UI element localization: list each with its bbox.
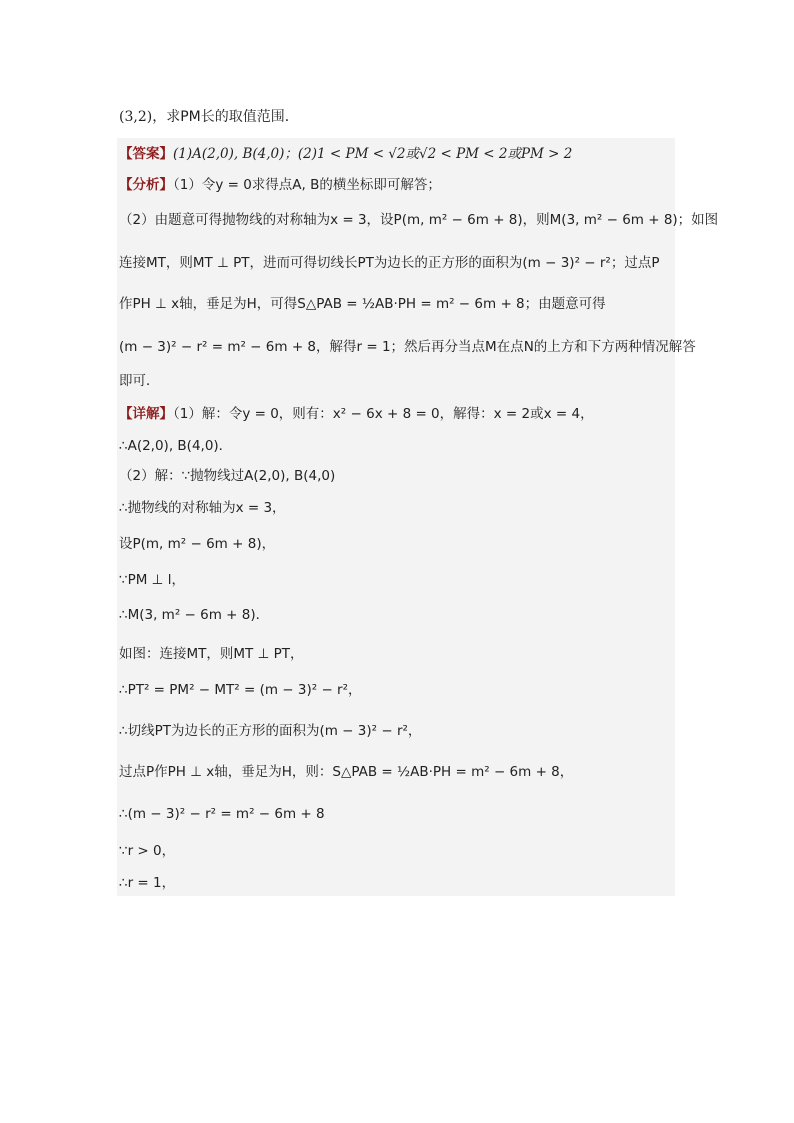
intro-point: (3,2): [119, 109, 153, 125]
analysis-line-2: （2）由题意可得抛物线的对称轴为x = 3，设P(m, m² − 6m + 8)，则M(3, m² − 6m + 8)；如图: [119, 212, 719, 228]
detail-line-4: ∴抛物线的对称轴为x = 3，: [119, 500, 286, 516]
answer-part2: (2)1 < PM < √2或√2 < PM < 2或PM > 2: [297, 146, 573, 162]
detail-line-6: ∵PM ⊥ l，: [119, 572, 185, 588]
detail-text-1: （1）解：令y = 0，则有：x² − 6x + 8 = 0，解得：x = 2或x = 4，: [173, 406, 594, 422]
detail-line-11: 过点P作PH ⊥ x轴，垂足为H，则：S△PAB = ½AB·PH = m² − 6m + 8，: [119, 764, 574, 780]
detail-line-2: ∴A(2,0), B(4,0)．: [119, 438, 233, 454]
detail-line-10: ∴切线PT为边长的正方形的面积为(m − 3)² − r²，: [119, 723, 422, 739]
intro-text: ，求PM长的取值范围．: [152, 109, 299, 125]
answer-part1: (1)A(2,0), B(4,0)；: [173, 146, 298, 162]
detail-label: 【详解】: [119, 406, 173, 422]
detail-line-7: ∴M(3, m² − 6m + 8)．: [119, 607, 270, 623]
detail-line-8: 如图：连接MT，则MT ⊥ PT，: [119, 646, 304, 662]
detail-line-3: （2）解：∵抛物线过A(2,0), B(4,0): [119, 468, 336, 484]
detail-line-9: ∴PT² = PM² − MT² = (m − 3)² − r²，: [119, 682, 362, 698]
analysis-label: 【分析】: [119, 177, 173, 193]
analysis-line-1: [119, 174, 441, 196]
analysis-line-5: (m − 3)² − r² = m² − 6m + 8，解得r = 1；然后再分当点M在点N的上方和下方两种情况解答: [119, 339, 696, 355]
intro-line: [119, 106, 675, 128]
detail-line-13: ∵r > 0，: [119, 843, 176, 859]
answer-line: [119, 143, 572, 165]
answer-label: 【答案】: [119, 146, 173, 162]
detail-line-14: ∴r = 1，: [119, 875, 176, 891]
analysis-text-1: （1）令y = 0求得点A, B的横坐标即可解答；: [173, 177, 441, 193]
analysis-line-6: 即可．: [119, 373, 160, 389]
detail-line-5: 设P(m, m² − 6m + 8)，: [119, 536, 276, 552]
analysis-line-3: 连接MT，则MT ⊥ PT，进而可得切线长PT为边长的正方形的面积为(m − 3)² − r²；过点P: [119, 255, 660, 271]
detail-line-12: ∴(m − 3)² − r² = m² − 6m + 8: [119, 806, 325, 822]
detail-line-1: [119, 403, 594, 425]
analysis-line-4: 作PH ⊥ x轴，垂足为H，可得S△PAB = ½AB·PH = m² − 6m + 8；由题意可得: [119, 296, 606, 312]
